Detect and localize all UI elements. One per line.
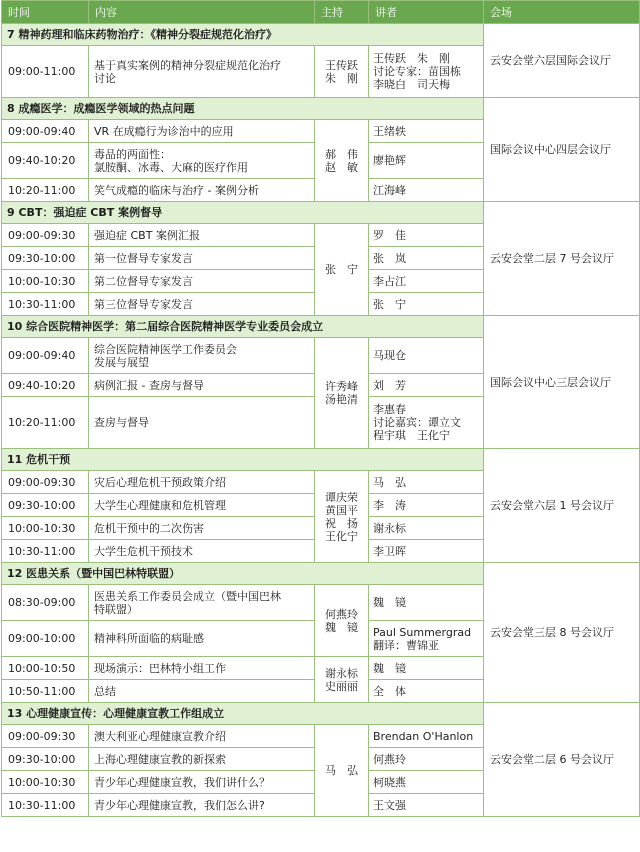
section-title: 10 综合医院精神医学：第二届综合医院精神医学专业委员会成立 [2, 316, 484, 338]
speaker-cell: 廖艳辉 [369, 143, 484, 179]
time-cell: 09:00-10:00 [2, 621, 89, 657]
host-cell: 张 宁 [315, 224, 369, 316]
content-cell: 综合医院精神医学工作委员会 发展与展望 [89, 338, 315, 374]
speaker-cell: 马 弘 [369, 471, 484, 494]
content-cell: VR 在成瘾行为诊治中的应用 [89, 120, 315, 143]
header-row [2, 1, 640, 24]
content-cell: 上海心理健康宣教的新探索 [89, 748, 315, 771]
host-cell: 郝 伟 赵 敏 [315, 120, 369, 202]
speaker-cell: 刘 芳 [369, 374, 484, 397]
speaker-cell: 全 体 [369, 680, 484, 703]
header-time: 时间 [2, 1, 89, 24]
section-title: 11 危机干预 [2, 449, 484, 471]
speaker-cell: 柯晓燕 [369, 771, 484, 794]
speaker-cell: 江海峰 [369, 179, 484, 202]
content-cell: 强迫症 CBT 案例汇报 [89, 224, 315, 247]
time-cell: 10:30-11:00 [2, 293, 89, 316]
time-cell: 09:00-09:30 [2, 224, 89, 247]
time-cell: 10:00-10:30 [2, 270, 89, 293]
host-cell: 谭庆荣 黄国平 祝 扬 王化宁 [315, 471, 369, 563]
speaker-cell: Paul Summergrad 翻译：曹锦亚 [369, 621, 484, 657]
speaker-cell: 王文强 [369, 794, 484, 817]
section-title-row [2, 563, 640, 585]
time-cell: 09:00-09:30 [2, 725, 89, 748]
section-title: 12 医患关系（暨中国巴林特联盟） [2, 563, 484, 585]
host-cell: 马 弘 [315, 725, 369, 817]
section-title-row [2, 449, 640, 471]
speaker-cell: 李卫晖 [369, 540, 484, 563]
time-cell: 09:00-11:00 [2, 46, 89, 98]
venue-cell: 国际会议中心四层会议厅 [484, 98, 640, 202]
time-cell: 09:30-10:00 [2, 247, 89, 270]
host-cell: 谢永标 史丽丽 [315, 657, 369, 703]
speaker-cell: 马现仓 [369, 338, 484, 374]
time-cell: 10:00-10:30 [2, 517, 89, 540]
venue-cell: 云安会堂二层 7 号会议厅 [484, 202, 640, 316]
time-cell: 09:30-10:00 [2, 748, 89, 771]
section-title: 13 心理健康宣传：心理健康宣教工作组成立 [2, 703, 484, 725]
time-cell: 10:20-11:00 [2, 397, 89, 449]
venue-cell: 云安会堂二层 6 号会议厅 [484, 703, 640, 817]
time-cell: 09:00-09:30 [2, 471, 89, 494]
content-cell: 第一位督导专家发言 [89, 247, 315, 270]
content-cell: 查房与督导 [89, 397, 315, 449]
venue-cell: 云安会堂六层国际会议厅 [484, 24, 640, 98]
content-cell: 澳大利亚心理健康宣教介绍 [89, 725, 315, 748]
content-cell: 青少年心理健康宣教，我们讲什么？ [89, 771, 315, 794]
time-cell: 08:30-09:00 [2, 585, 89, 621]
speaker-cell: 李占江 [369, 270, 484, 293]
content-cell: 大学生危机干预技术 [89, 540, 315, 563]
speaker-cell: 李惠春 讨论嘉宾：谭立文 程宇琪 王化宁 [369, 397, 484, 449]
content-cell: 第二位督导专家发言 [89, 270, 315, 293]
content-cell: 现场演示：巴林特小组工作 [89, 657, 315, 680]
section-title-row [2, 98, 640, 120]
section-title: 8 成瘾医学：成瘾医学领域的热点问题 [2, 98, 484, 120]
time-cell: 10:00-10:30 [2, 771, 89, 794]
content-cell: 灾后心理危机干预政策介绍 [89, 471, 315, 494]
content-cell: 基于真实案例的精神分裂症规范化治疗 讨论 [89, 46, 315, 98]
time-cell: 09:40-10:20 [2, 143, 89, 179]
speaker-cell: 张 岚 [369, 247, 484, 270]
content-cell: 精神科所面临的病耻感 [89, 621, 315, 657]
speaker-cell: 谢永标 [369, 517, 484, 540]
speaker-cell: Brendan O'Hanlon [369, 725, 484, 748]
speaker-cell: 何燕玲 [369, 748, 484, 771]
host-cell: 王传跃 朱 刚 [315, 46, 369, 98]
section-title-row [2, 703, 640, 725]
content-cell: 总结 [89, 680, 315, 703]
section-title-row [2, 202, 640, 224]
venue-cell: 云安会堂三层 8 号会议厅 [484, 563, 640, 703]
time-cell: 10:30-11:00 [2, 794, 89, 817]
time-cell: 09:30-10:00 [2, 494, 89, 517]
content-cell: 危机干预中的二次伤害 [89, 517, 315, 540]
header-speaker: 讲者 [369, 1, 484, 24]
content-cell: 医患关系工作委员会成立（暨中国巴林 特联盟） [89, 585, 315, 621]
speaker-cell: 魏 镜 [369, 585, 484, 621]
time-cell: 10:50-11:00 [2, 680, 89, 703]
section-title-row [2, 24, 640, 46]
speaker-cell: 王绪轶 [369, 120, 484, 143]
speaker-cell: 魏 镜 [369, 657, 484, 680]
time-cell: 10:30-11:00 [2, 540, 89, 563]
section-title-row [2, 316, 640, 338]
speaker-cell: 李 涛 [369, 494, 484, 517]
header-venue: 会场 [484, 1, 640, 24]
time-cell: 10:00-10:50 [2, 657, 89, 680]
content-cell: 毒品的两面性： 氯胺酮、冰毒、大麻的医疗作用 [89, 143, 315, 179]
speaker-cell: 张 宁 [369, 293, 484, 316]
time-cell: 09:00-09:40 [2, 120, 89, 143]
speaker-cell: 王传跃 朱 刚 讨论专家：苗国栋 李晓白 司天梅 [369, 46, 484, 98]
section-title: 9 CBT：强迫症 CBT 案例督导 [2, 202, 484, 224]
header-host: 主持 [315, 1, 369, 24]
time-cell: 10:20-11:00 [2, 179, 89, 202]
venue-cell: 云安会堂六层 1 号会议厅 [484, 449, 640, 563]
section-title: 7 精神药理和临床药物治疗：《精神分裂症规范化治疗》 [2, 24, 484, 46]
content-cell: 病例汇报 - 查房与督导 [89, 374, 315, 397]
host-cell: 何燕玲 魏 镜 [315, 585, 369, 657]
host-cell: 许秀峰 汤艳清 [315, 338, 369, 449]
venue-cell: 国际会议中心三层会议厅 [484, 316, 640, 449]
content-cell: 青少年心理健康宣教，我们怎么讲? [89, 794, 315, 817]
speaker-cell: 罗 佳 [369, 224, 484, 247]
time-cell: 09:40-10:20 [2, 374, 89, 397]
content-cell: 第三位督导专家发言 [89, 293, 315, 316]
time-cell: 09:00-09:40 [2, 338, 89, 374]
content-cell: 大学生心理健康和危机管理 [89, 494, 315, 517]
content-cell: 笑气成瘾的临床与治疗 - 案例分析 [89, 179, 315, 202]
schedule-table [1, 0, 640, 817]
header-content: 内容 [89, 1, 315, 24]
